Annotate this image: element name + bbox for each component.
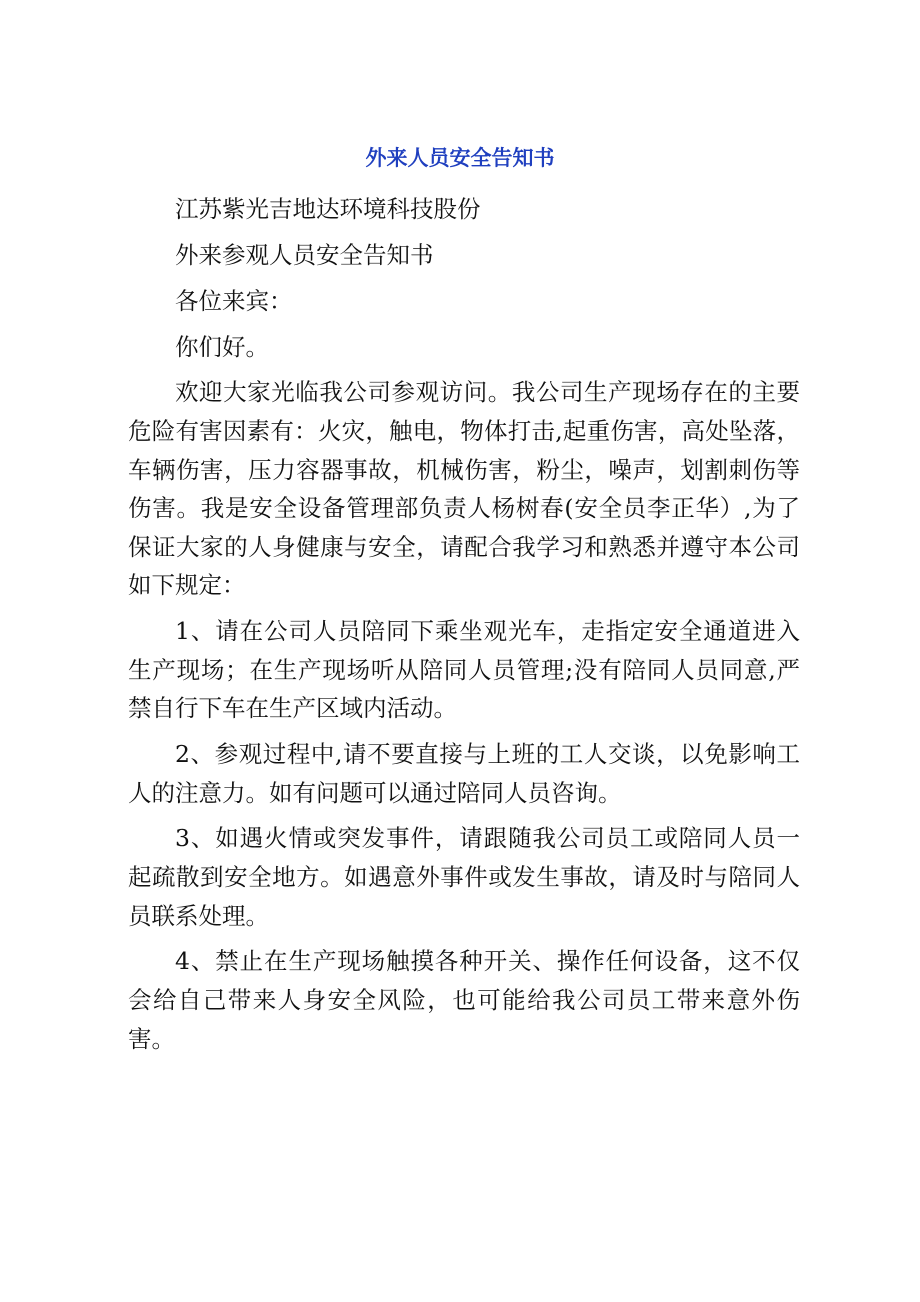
intro-paragraph: 欢迎大家光临我公司参观访问。我公司生产现场存在的主要危险有害因素有：火灾，触电，物体打击,起重伤害，高处坠落，车辆伤害，压力容器事故，机械伤害，粉尘，噪声，划割刺伤等伤害。我是安全设备管理部负责人杨树春(安全员李正华）,为了保证大家的人身健康与安全，请配合我学习和熟悉并遵守本公司如下规定：	[128, 378, 800, 600]
rule-2-paragraph: 2、参观过程中,请不要直接与上班的工人交谈，以免影响工人的注意力。如有问题可以通过陪同人员咨询。	[128, 740, 800, 807]
rule-1-paragraph: 1、请在公司人员陪同下乘坐观光车，走指定安全通道进入生产现场；在生产现场听从陪同人员管理;没有陪同人员同意,严禁自行下车在生产区域内活动。	[128, 617, 800, 723]
notice-subtitle: 外来参观人员安全告知书	[175, 240, 434, 269]
rule-4-paragraph: 4、禁止在生产现场触摸各种开关、操作任何设备，这不仅会给自己带来人身安全风险，也可能给我公司员工带来意外伤害。	[128, 947, 800, 1053]
greeting: 你们好。	[175, 332, 269, 361]
rule-3-paragraph: 3、如遇火情或突发事件，请跟随我公司员工或陪同人员一起疏散到安全地方。如遇意外事件或发生事故，请及时与陪同人员联系处理。	[128, 824, 800, 930]
salutation: 各位来宾：	[175, 286, 293, 315]
company-name-line: 江苏紫光吉地达环境科技股份	[175, 195, 481, 224]
document-title: 外来人员安全告知书	[365, 146, 555, 170]
document-body	[128, 183, 800, 1058]
